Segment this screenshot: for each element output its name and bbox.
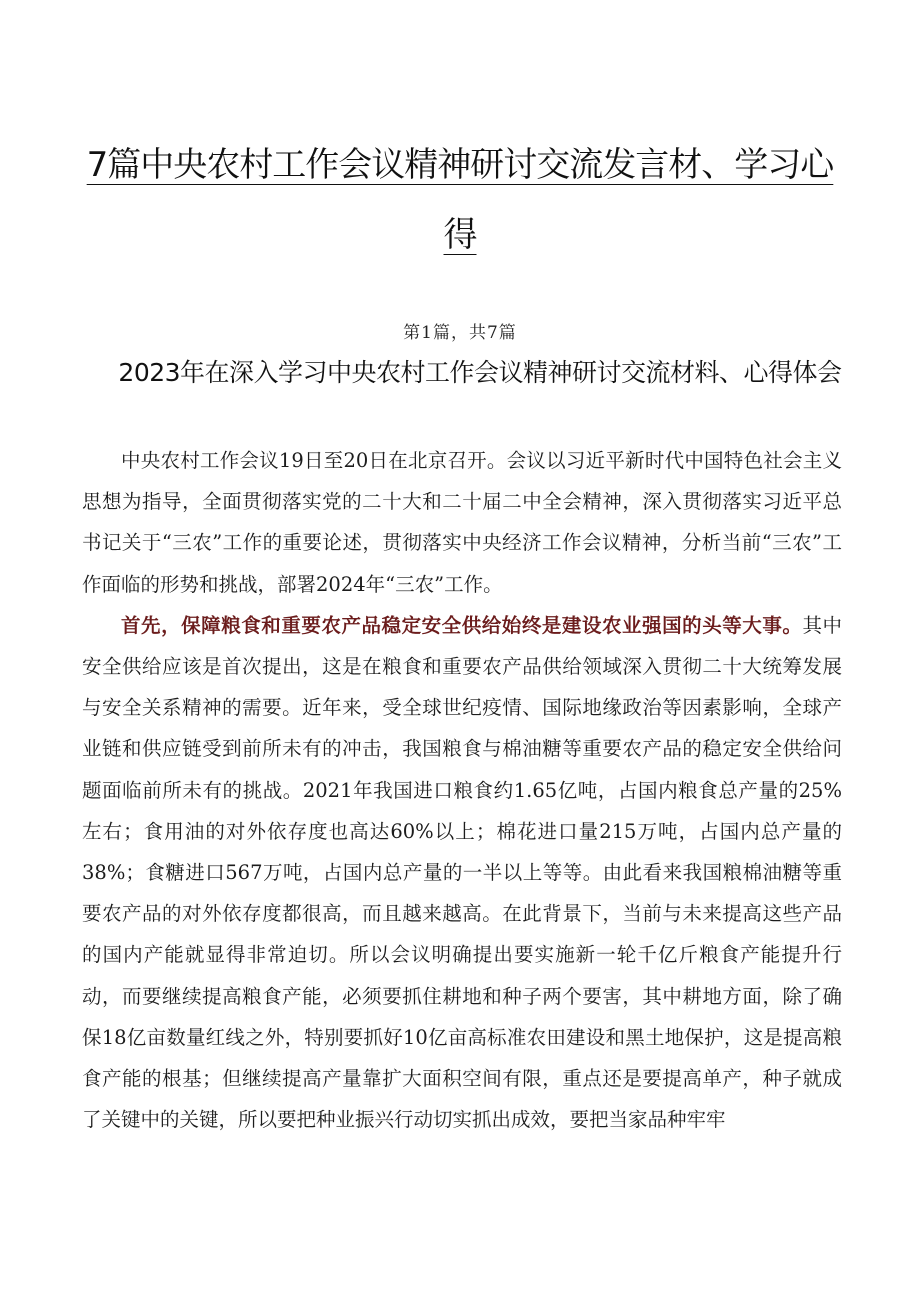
- paragraph-1: 中央农村工作会议19日至20日在北京召开。会议以习近平新时代中国特色社会主义思想为指导，全面贯彻落实党的二十大和二十届二中全会精神，深入贯彻落实习近平总书记关于“三农”工作的重要论述，贯彻落实中央经济工作会议精神，分析当前“三农”工作面临的形势和挑战，部署2024年“三农”工作。: [82, 449, 842, 596]
- paragraph-2: [82, 605, 842, 1141]
- paragraph-2-emphasis: 首先，保障粮食和重要农产品稳定安全供给始终是建设农业强国的头等大事。: [121, 613, 803, 637]
- article-body: [82, 440, 842, 1140]
- article-title: 2023年在深入学习中央农村工作会议精神研讨交流材料、心得体会: [118, 358, 842, 387]
- paragraph-2-text: 其中安全供给应该是首次提出，这是在粮食和重要农产品供给领域深入贯彻二十大统筹发展与安全关系精神的需要。近年来，受全球世纪疫情、国际地缘政治等因素影响，全球产业链和供应链受到前所未有的冲击，我国粮食与棉油糖等重要农产品的稳定安全供给问题面临前所未有的挑战。2021年我国进口粮食约1.65亿吨，占国内粮食总产量的25%左右；食用油的对外依存度也高达60%以上；棉花进口量215万吨，占国内总产量的38%；食糖进口567万吨，占国内总产量的一半以上等等。由此看来我国粮棉油糖等重要农产品的对外依存度都很高，而且越来越高。在此背景下，当前与未来提高这些产品的国内产能就显得非常迫切。所以会议明确提出要实施新一轮千亿斤粮食产能提升行动，而要继续提高粮食产能，必须要抓住耕地和种子两个要害，其中耕地方面，除了确保18亿亩数量红线之外，特别要抓好10亿亩高标准农田建设和黑土地保护，这是提高粮食产能的根基；但继续提高产量靠扩大面积空间有限，重点还是要提高单产，种子就成了关键中的关键，所以要把种业振兴行动切实抓出成效，要把当家品种牢牢: [82, 613, 842, 1132]
- document-title-text: 7篇中央农村工作会议精神研讨交流发言材、学习心得: [86, 145, 834, 255]
- document-title: [80, 130, 840, 270]
- part-label: 第1篇，共7篇: [403, 323, 517, 343]
